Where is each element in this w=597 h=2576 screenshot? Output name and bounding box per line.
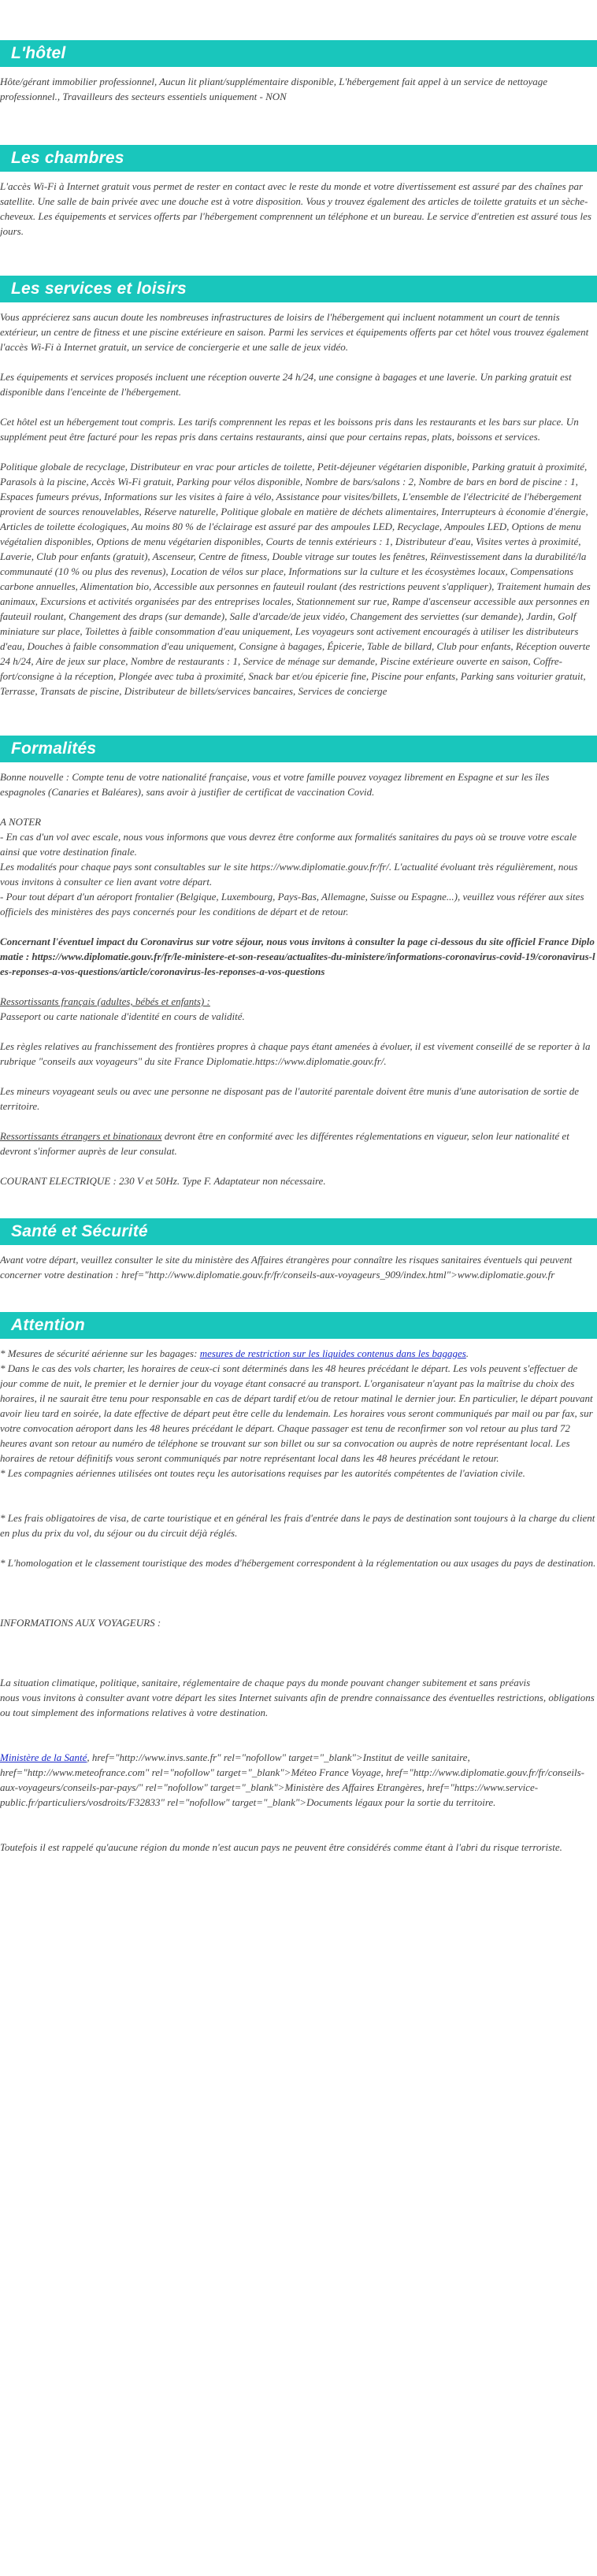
formalities-foreign-label: Ressortissants étrangers et binationaux	[0, 1130, 162, 1142]
formalities-electric: COURANT ELECTRIQUE : 230 V et 50Hz. Type F. Adaptateur non nécessaire.	[0, 1175, 326, 1187]
services-p2: Les équipements et services proposés incluent une réception ouverte 24 h/24, une consigne à bagages et une laverie. Un parking gratuit est disponible dans l'enceinte de l'hébergement.	[0, 371, 572, 398]
services-p3: Cet hôtel est un hébergement tout compris. Les tarifs comprennent les repas et les boissons pris dans les restaurants et les bars sur place. Un supplément peut être facturé pour les repas pris dans certains restaurants, ainsi que pour certains repas, plats, boissons et services.	[0, 416, 579, 443]
attention-ministry	[0, 1750, 597, 1810]
formalities-note-1: - En cas d'un vol avec escale, nous vous informons que vous devrez être conforme aux formalités sanitaires du pays où se trouve votre escale ainsi que votre destination finale.	[0, 831, 577, 858]
health-title: Santé et Sécurité	[0, 1218, 597, 1245]
hotel-text: Hôte/gérant immobilier professionnel, Aucun lit pliant/supplémentaire disponible, L'hébergement fait appel à un service de nettoyage professionnel., Travailleurs des secteurs essentiels uniquement - NON	[0, 76, 548, 102]
formalities-intro: Bonne nouvelle : Compte tenu de votre nationalité française, vous et votre famille pouvez voyagez librement en Espagne et sur les îles espagnoles (Canaries et Baléares), sans avoir à justifier de certificat de vaccination Covid.	[0, 771, 550, 798]
health-text: Avant votre départ, veuillez consulter le site du ministère des Affaires étrangères pour connaître les risques sanitaires éventuels qui peuvent concerner votre destination : href="http://www.diplomatie.gouv.fr/fr/conseils-aux-voyageurs_909/index.html">www.diplomatie.gouv.fr	[0, 1254, 573, 1281]
attention-airlines: * Les compagnies aériennes utilisées ont toutes reçu les autorisations requises par les autorités compétentes de l'aviation civile.	[0, 1467, 525, 1479]
formalities-rules: Les règles relatives au franchissement des frontières propres à chaque pays étant amenées à évoluer, il est vivement conseillé de se reporter à la rubrique "conseils aux voyageurs" du site France Diplomatie.https://www.diplomatie.gouv.fr/.	[0, 1040, 591, 1067]
hotel-section	[0, 0, 597, 104]
attention-luggage-post: .	[465, 1347, 469, 1359]
attention-title: Attention	[0, 1312, 597, 1339]
attention-charter: * Dans le cas des vols charter, les horaires de ceux-ci sont déterminés dans les 48 heures précédant le départ. Les vols peuvent s'effectuer de jour comme de nuit, le premier et le dernier jour du voyage étant consacré au transport. L'organisateur n'ayant pas la maîtrise du choix des horaires, il ne saurait être tenu pour responsable en cas de départ tardif et/ou de retour matinal le dernier jour. En particulier, le départ pouvant avoir lieu tard en soirée, la date effective de départ peut être celle du lendemain. Les horaires vous seront communiqués par mail ou par fax, sur votre convocation aéroport dans les 48 heures précédant le départ. Chaque passager est tenu de reconfirmer son vol retour au plus tard 72 heures avant son retour au numéro de téléphone se trouvant sur son billet ou sur sa convocation ou auprès de notre représentant local. Les horaires de retour définitifs vous seront communiqués par notre représentant local dans les 48 heures précédant le retour.	[0, 1362, 593, 1464]
health-section	[0, 1188, 597, 1282]
rooms-text: L'accès Wi-Fi à Internet gratuit vous permet de rester en contact avec le reste du monde et votre divertissement est assuré par des chaînes par satellite. Une salle de bain privée avec une douche est à votre disposition. Vous y trouvez également des articles de toilette gratuits et un sèche-cheveux. Les équipements et services offerts par l'hébergement comprennent un téléphone et un bureau. Le service d'entretien est assuré tous les jours.	[0, 180, 591, 237]
attention-section	[0, 1282, 597, 1855]
hotel-title: L'hôtel	[0, 40, 597, 67]
ministry-health-link[interactable]: Ministère de la Santé	[0, 1751, 87, 1763]
attention-climate-1: La situation climatique, politique, sanitaire, réglementaire de chaque pays du monde pouvant changer subitement et sans préavis	[0, 1677, 531, 1688]
attention-climate-2: nous vous invitons à consulter avant votre départ les sites Internet suivants afin de prendre connaissance des éventuelles restrictions, obligations ou tout simplement des informations relatives à votre destination.	[0, 1692, 595, 1718]
rooms-title: Les chambres	[0, 145, 597, 172]
attention-info-title: INFORMATIONS AUX VOYAGEURS :	[0, 1617, 161, 1629]
formalities-covid: Concernant l'éventuel impact du Coronavirus sur votre séjour, nous vous invitons à consulter la page ci-dessous du site officiel France Diplomatie : https://www.diplomatie.gouv.fr/fr/le-ministere-et-son-reseau/actualites-du-ministere/informations-coronavirus-covid-19/coronavirus-les-reponses-a-vos-questions/article/coronavirus-les-reponses-a-vos-questions	[0, 936, 595, 977]
formalities-fr-label: Ressortissants français (adultes, bébés et enfants) :	[0, 995, 210, 1007]
attention-ministry-text: , href="http://www.invs.sante.fr" rel="nofollow" target="_blank">Institut de veille sanitaire, href="http://www.meteofrance.com" rel="nofollow" target="_blank">Méteo France Voyage, href="http://www.diplomatie.gouv.fr/fr/conseils-aux-voyageurs/conseils-par-pays/" rel="nofollow" target="_blank">Ministère des Affaires Etrangères, href="https://www.service-public.fr/particuliers/vosdroits/F32833" rel="nofollow" target="_blank">Documents légaux pour la sortie du territoire.	[0, 1751, 584, 1808]
services-p1: Vous apprécierez sans aucun doute les nombreuses infrastructures de loisirs de l'hébergement qui incluent notamment un court de tennis extérieur, un centre de fitness et une piscine extérieure en saison. Parmi les services et équipements offerts par cet hôtel vous trouvez également l'accès Wi-Fi à Internet gratuit, un service de conciergerie et une salle de jeux vidéo.	[0, 311, 589, 353]
formalities-note-3: - Pour tout départ d'un aéroport frontalier (Belgique, Luxembourg, Pays-Bas, Allemagne, Suisse ou Espagne...), veuillez vous référer aux sites officiels des ministères des pays concernés pour les conditions de départ et de retour.	[0, 891, 584, 917]
services-p4: Politique globale de recyclage, Distributeur en vrac pour articles de toilette, Petit-déjeuner végétarien disponible, Parking gratuit à proximité, Parasols à la piscine, Accès Wi-Fi gratuit, Parking pour vélos disponible, Nombre de bars/salons : 2, Nombre de bars en bord de piscine : 1, Espaces fumeurs prévus, Informations sur les visites à faire à vélo, Assistance pour visites/billets, L'ensemble de l'électricité de l'hébergement provient de sources renouvelables, Réserve naturelle, Politique globale en matière de déchets alimentaires, Interrupteurs à économie d'énergie, Articles de toilette écologiques, Au moins 80 % de l'éclairage est assuré par des ampoules LED, Recyclage, Ampoules LED, Options de menu végétalien disponibles, Options de menu végétarien disponibles, Courts de tennis extérieurs : 1, Distributeur d'eau, Visites vertes à proximité, Laverie, Club pour enfants (gratuit), Ascenseur, Centre de fitness, Double vitrage sur toutes les fenêtres, Réinvestissement dans la durabilité/la communauté (10 % ou plus des revenus), Location de vélos sur place, Informations sur la culture et les écosystèmes locaux, Compensations carbone annuelles, Alimentation bio, Accessible aux personnes en fauteuil roulant (des restrictions peuvent s'appliquer), Traitement humain des animaux, Excursions et activités organisées par des entreprises locales, Stationnement sur rue, Rampe d'ascenseur accessible aux personnes en fauteuil roulant, Changement des draps (sur demande), Salle d'arcade/de jeux vidéo, Changement des serviettes (sur demande), Jardin, Golf miniature sur place, Toilettes à faible consommation d'eau uniquement, Les voyageurs sont activement encouragés à utiliser les distributeurs d'eau, Douches à faible consommation d'eau uniquement, Consigne à bagages, Épicerie, Table de billard, Club pour enfants, Réception ouverte 24 h/24, Aire de jeux sur place, Nombre de restaurants : 1, Service de ménage sur demande, Piscine extérieure ouverte en saison, Coffre-fort/consigne à la réception, Plongée avec tuba à proximité, Snack bar et/ou épicerie fine, Piscine pour enfants, Parking sans voiturier gratuit, Terrasse, Transats de piscine, Distributeur de billets/services bancaires, Services de concierge	[0, 461, 591, 697]
rooms-section	[0, 104, 597, 239]
attention-luggage	[0, 1346, 597, 1361]
formalities-foreign-text: devront être en conformité avec les différentes réglementations en vigueur, selon leur nationalité et devront s'informer auprès de leur consulat.	[0, 1130, 569, 1157]
formalities-note-label: A NOTER	[0, 816, 42, 828]
formalities-title: Formalités	[0, 736, 597, 762]
formalities-fr-text: Passeport ou carte nationale d'identité en cours de validité.	[0, 1010, 245, 1022]
attention-fees: * Les frais obligatoires de visa, de carte touristique et en général les frais d'entrée dans le pays de destination sont toujours à la charge du client en plus du prix du vol, du séjour ou du circuit déjà réglés.	[0, 1512, 595, 1539]
attention-classification: * L'homologation et le classement touristique des modes d'hébergement correspondent à la réglementation ou aux usages du pays de destination.	[0, 1557, 596, 1569]
liquids-restriction-link[interactable]: mesures de restriction sur les liquides contenus dans les bagages	[199, 1347, 466, 1359]
formalities-section	[0, 699, 597, 1188]
formalities-minors: Les mineurs voyageant seuls ou avec une personne ne disposant pas de l'autorité parentale doivent être munis d'une autorisation de sortie de territoire.	[0, 1085, 580, 1112]
attention-terror: Toutefois il est rappelé qu'aucune région du monde n'est aucun pays ne peuvent être considérés comme étant à l'abri du risque terroriste.	[0, 1841, 562, 1853]
services-title: Les services et loisirs	[0, 276, 597, 302]
formalities-foreign	[0, 1129, 597, 1158]
services-section	[0, 239, 597, 699]
formalities-note-2: Les modalités pour chaque pays sont consultables sur le site https://www.diplomatie.gouv.fr/fr/. L'actualité évoluant très régulièrement, nous vous invitons à consulter ce lien avant votre départ.	[0, 861, 578, 888]
attention-luggage-pre: * Mesures de sécurité aérienne sur les bagages:	[0, 1347, 200, 1359]
